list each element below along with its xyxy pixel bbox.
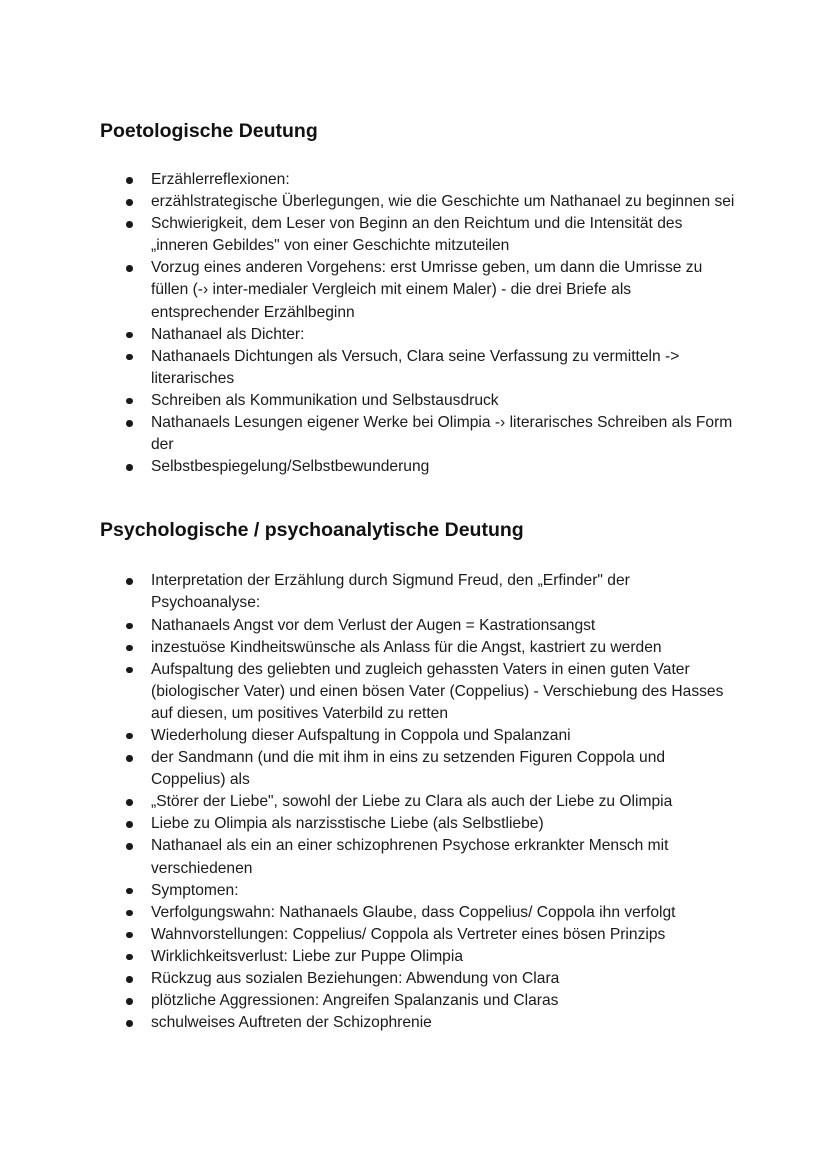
bullet-icon <box>126 976 133 983</box>
list-item-text: Nathanael als ein an einer schizophrenen Psychose erkrankter Mensch mit verschiedenen <box>151 837 669 877</box>
bullet-icon <box>126 799 133 806</box>
bullet-icon <box>126 354 133 361</box>
list-item <box>100 902 740 924</box>
list-item-text: Nathanaels Dichtungen als Versuch, Clara seine Verfassung zu vermitteln -> literarisches <box>151 347 680 387</box>
bullet-icon <box>126 332 133 339</box>
bullet-icon <box>126 199 133 206</box>
bullet-icon <box>126 578 133 585</box>
bullet-icon <box>126 843 133 850</box>
bullet-icon <box>126 464 133 471</box>
bullet-icon <box>126 954 133 961</box>
section-heading: Poetologische Deutung <box>100 120 318 142</box>
section-poetologische-deutung <box>100 117 740 478</box>
bullet-icon <box>126 910 133 917</box>
list-item-text: schulweises Auftreten der Schizophrenie <box>151 1014 432 1032</box>
list-item-text: erzählstrategische Überlegungen, wie die Geschichte um Nathanael zu beginnen sei <box>151 193 735 211</box>
list-item-text: Erzählerreflexionen: <box>151 171 290 188</box>
list-item <box>100 946 740 968</box>
list-item <box>100 191 740 213</box>
document-page <box>100 117 740 1034</box>
bullet-icon <box>126 177 133 184</box>
bullet-list <box>100 570 740 1034</box>
bullet-icon <box>126 755 133 762</box>
list-item-text: inzestuöse Kindheitswünsche als Anlass für die Angst, kastriert zu werden <box>151 638 662 656</box>
bullet-icon <box>126 733 133 740</box>
bullet-icon <box>126 888 133 895</box>
list-item <box>100 791 740 813</box>
list-item <box>100 813 740 835</box>
list-item-text: Wiederholung dieser Aufspaltung in Coppola und Spalanzani <box>151 726 571 744</box>
bullet-icon <box>126 623 133 630</box>
list-item <box>100 257 740 323</box>
bullet-icon <box>126 821 133 828</box>
list-item <box>100 324 740 346</box>
list-item-text: Vorzug eines anderen Vorgehens: erst Umrisse geben, um dann die Umrisse zu füllen (-› inter-medialer Vergleich mit einem Maler) - die drei Briefe als entsprechender Erzählbeginn <box>151 259 703 321</box>
list-item-text: Rückzug aus sozialen Beziehungen: Abwendung von Clara <box>151 970 560 987</box>
list-item-text: Schwierigkeit, dem Leser von Beginn an den Reichtum und die Intensität des „inneren Gebildes" von einer Geschichte mitzuteilen <box>151 215 683 255</box>
list-item <box>100 637 740 659</box>
list-item <box>100 968 740 990</box>
list-item-text: Nathanaels Lesungen eigener Werke bei Olimpia -› literarisches Schreiben als Form der <box>151 414 733 454</box>
list-item <box>100 456 740 478</box>
bullet-icon <box>126 420 133 427</box>
list-item-text: Verfolgungswahn: Nathanaels Glaube, dass Coppelius/ Coppola ihn verfolgt <box>151 903 676 921</box>
bullet-icon <box>126 221 133 228</box>
list-item-text: Nathanaels Angst vor dem Verlust der Augen = Kastrationsangst <box>151 616 596 634</box>
bullet-icon <box>126 1020 133 1027</box>
list-item <box>100 747 740 791</box>
list-item <box>100 570 740 614</box>
bullet-icon <box>126 998 133 1005</box>
list-item <box>100 1012 740 1034</box>
list-item-text: Nathanael als Dichter: <box>151 325 305 343</box>
list-item <box>100 990 740 1012</box>
list-item-text: Liebe zu Olimpia als narzisstische Liebe (als Selbstliebe) <box>151 815 544 833</box>
list-item-text: „Störer der Liebe", sowohl der Liebe zu Clara als auch der Liebe zu Olimpia <box>151 793 673 811</box>
list-item <box>100 169 740 191</box>
list-item <box>100 880 740 902</box>
list-item <box>100 390 740 412</box>
list-item <box>100 725 740 747</box>
list-item <box>100 835 740 879</box>
list-item-text: Wahnvorstellungen: Coppelius/ Coppola als Vertreter eines bösen Prinzips <box>151 925 666 943</box>
bullet-list <box>100 169 740 478</box>
list-item <box>100 213 740 257</box>
list-item-text: Schreiben als Kommunikation und Selbstausdruck <box>151 391 499 409</box>
bullet-icon <box>126 645 133 652</box>
list-item-text: Aufspaltung des geliebten und zugleich gehassten Vaters in einen guten Vater (biologischer Vater) und einen bösen Vater (Coppelius) - Verschiebung des Hasses auf diesen, um positives Vaterbild zu retten <box>151 660 724 722</box>
list-item <box>100 924 740 946</box>
bullet-icon <box>126 667 133 674</box>
list-item-text: der Sandmann (und die mit ihm in eins zu setzenden Figuren Coppola und Coppelius) als <box>151 749 666 789</box>
bullet-icon <box>126 265 133 272</box>
bullet-icon <box>126 932 133 939</box>
list-item <box>100 412 740 456</box>
list-item <box>100 346 740 390</box>
list-item <box>100 659 740 725</box>
bullet-icon <box>126 398 133 405</box>
list-item-text: Wirklichkeitsverlust: Liebe zur Puppe Olimpia <box>151 947 463 965</box>
section-psychologische-deutung <box>100 516 740 1034</box>
list-item-text: plötzliche Aggressionen: Angreifen Spalanzanis und Claras <box>151 992 559 1010</box>
list-item-text: Selbstbespiegelung/Selbstbewunderung <box>151 458 430 476</box>
list-item <box>100 615 740 637</box>
list-item-text: Symptomen: <box>151 881 239 899</box>
section-heading: Psychologische / psychoanalytische Deutung <box>100 519 524 542</box>
list-item-text: Interpretation der Erzählung durch Sigmund Freud, den „Erfinder" der Psychoanalyse: <box>151 572 630 612</box>
